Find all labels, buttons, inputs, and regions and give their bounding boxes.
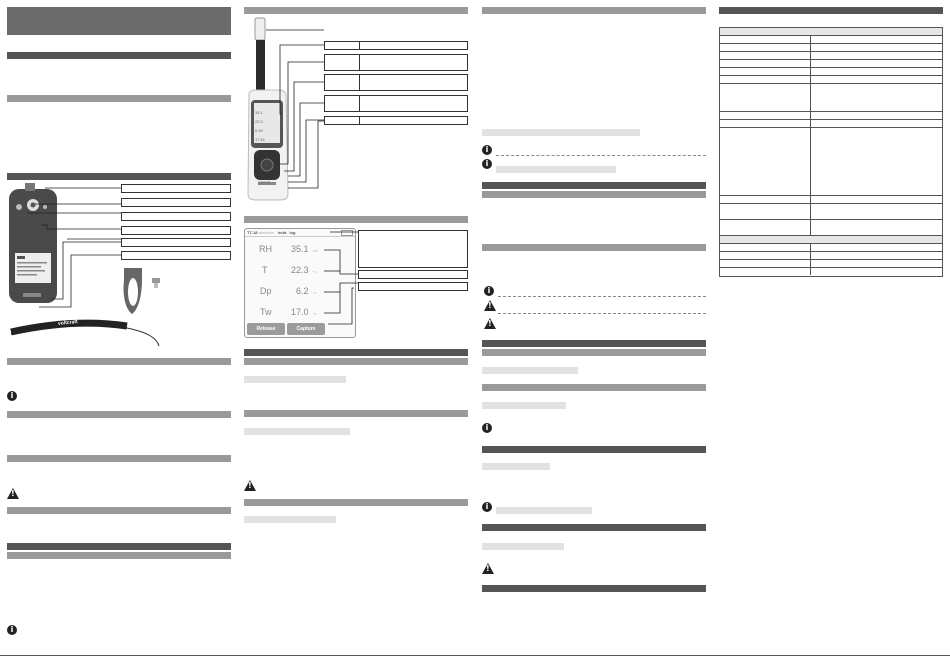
menu-path xyxy=(496,507,592,514)
warning-icon xyxy=(7,488,19,499)
menu-path xyxy=(496,166,616,173)
section-heading xyxy=(244,358,468,365)
callout-box xyxy=(121,184,231,193)
menu-path xyxy=(244,376,346,383)
info-icon: i xyxy=(482,159,492,169)
device-screen-value: 35.1 xyxy=(255,110,263,115)
section-heading xyxy=(719,7,943,14)
menu-path xyxy=(244,428,350,435)
callout-box xyxy=(358,270,468,279)
reading-unit: %rh xyxy=(313,249,319,253)
box-divider xyxy=(359,54,360,71)
menu-path xyxy=(482,129,640,136)
menu-path xyxy=(482,402,566,409)
log-label: log xyxy=(289,230,296,235)
section-heading xyxy=(7,411,231,418)
section-heading xyxy=(7,173,231,180)
callout-box xyxy=(121,251,231,260)
table-group-header xyxy=(720,28,942,36)
reading-label: Dp xyxy=(260,286,272,296)
info-icon: i xyxy=(484,286,494,296)
section-heading xyxy=(7,543,231,550)
table-row xyxy=(720,128,942,196)
section-heading xyxy=(244,499,468,506)
wrist-strap-illustration xyxy=(7,318,167,352)
section-heading xyxy=(7,358,231,365)
table-row xyxy=(720,204,942,220)
device-screen-value: 5.49 xyxy=(255,128,263,133)
callout-box xyxy=(358,282,468,291)
section-heading xyxy=(482,7,706,14)
title-block xyxy=(7,7,231,35)
divider xyxy=(498,313,706,314)
section-heading xyxy=(482,524,706,531)
menu-path xyxy=(482,367,578,374)
table-row xyxy=(720,260,942,268)
section-heading xyxy=(7,507,231,514)
info-icon: i xyxy=(482,145,492,155)
table-row xyxy=(720,60,942,68)
callout-box xyxy=(324,41,468,50)
belt-clip-illustration xyxy=(116,266,172,318)
info-icon: i xyxy=(482,502,492,512)
reading-value: 17.0 xyxy=(291,307,309,317)
section-heading xyxy=(482,244,706,251)
release-button[interactable]: Release xyxy=(247,323,285,335)
callout-box xyxy=(121,226,231,235)
hold-label: hold xyxy=(277,230,287,235)
menu-path xyxy=(482,463,550,470)
section-heading xyxy=(244,216,468,223)
callout-box xyxy=(324,95,468,112)
section-heading xyxy=(482,340,706,347)
section-heading xyxy=(7,52,231,59)
table-group-header xyxy=(720,236,942,244)
box-divider xyxy=(359,41,360,50)
reading-unit: °C xyxy=(313,270,317,274)
device-screen-value: 22.3 xyxy=(255,119,263,124)
callout-box xyxy=(358,230,468,268)
reading-unit: °C xyxy=(313,312,317,316)
strap-text: voltcraft xyxy=(57,318,78,328)
section-heading xyxy=(7,95,231,102)
section-heading xyxy=(7,455,231,462)
section-heading xyxy=(482,191,706,198)
table-row xyxy=(720,120,942,128)
table-row xyxy=(720,84,942,112)
callout-box xyxy=(121,238,231,247)
device-screen-value: 17.81 xyxy=(255,137,266,142)
table-row xyxy=(720,244,942,252)
warning-icon xyxy=(484,318,496,329)
section-heading xyxy=(482,182,706,189)
reading-value: 22.3 xyxy=(291,265,309,275)
reading-label: T xyxy=(262,265,268,275)
spec-table xyxy=(719,27,943,277)
device-brand-text: voltcraft xyxy=(258,180,270,184)
table-row xyxy=(720,68,942,76)
callout-box xyxy=(324,74,468,91)
callout-box xyxy=(121,198,231,207)
table-row xyxy=(720,52,942,60)
device-model-label: TT-18 xyxy=(247,230,258,235)
box-divider xyxy=(359,116,360,125)
section-heading xyxy=(7,552,231,559)
divider xyxy=(498,296,706,297)
reading-label: RH xyxy=(259,244,272,254)
section-heading xyxy=(244,349,468,356)
reading-value: 6.2 xyxy=(296,286,309,296)
section-heading xyxy=(482,585,706,592)
section-heading xyxy=(244,7,468,14)
section-heading xyxy=(482,384,706,391)
display-callout-lines xyxy=(244,228,368,332)
table-row xyxy=(720,252,942,260)
section-heading xyxy=(244,410,468,417)
info-icon: i xyxy=(7,391,17,401)
section-heading xyxy=(482,446,706,453)
warning-icon xyxy=(244,480,256,491)
warning-icon xyxy=(482,563,494,574)
menu-path xyxy=(482,543,564,550)
callout-box xyxy=(324,54,468,71)
table-row xyxy=(720,112,942,120)
table-row xyxy=(720,268,942,275)
warning-icon xyxy=(484,300,496,311)
callout-box xyxy=(324,116,468,125)
box-divider xyxy=(359,74,360,91)
section-heading xyxy=(482,349,706,356)
box-divider xyxy=(359,95,360,112)
table-row xyxy=(720,36,942,44)
divider xyxy=(496,155,706,156)
page-bottom-rule xyxy=(0,655,950,656)
callout-box xyxy=(121,212,231,221)
reading-label: Tw xyxy=(260,307,272,317)
mode-label: absolute xyxy=(258,230,274,235)
table-row xyxy=(720,196,942,204)
reading-value: 35.1 xyxy=(291,244,309,254)
reading-unit: °C xyxy=(313,291,317,295)
table-row xyxy=(720,76,942,84)
capture-button[interactable]: Capture xyxy=(287,323,325,335)
table-row xyxy=(720,44,942,52)
table-row xyxy=(720,220,942,236)
menu-path xyxy=(244,516,336,523)
info-icon: i xyxy=(7,625,17,635)
info-icon: i xyxy=(482,423,492,433)
